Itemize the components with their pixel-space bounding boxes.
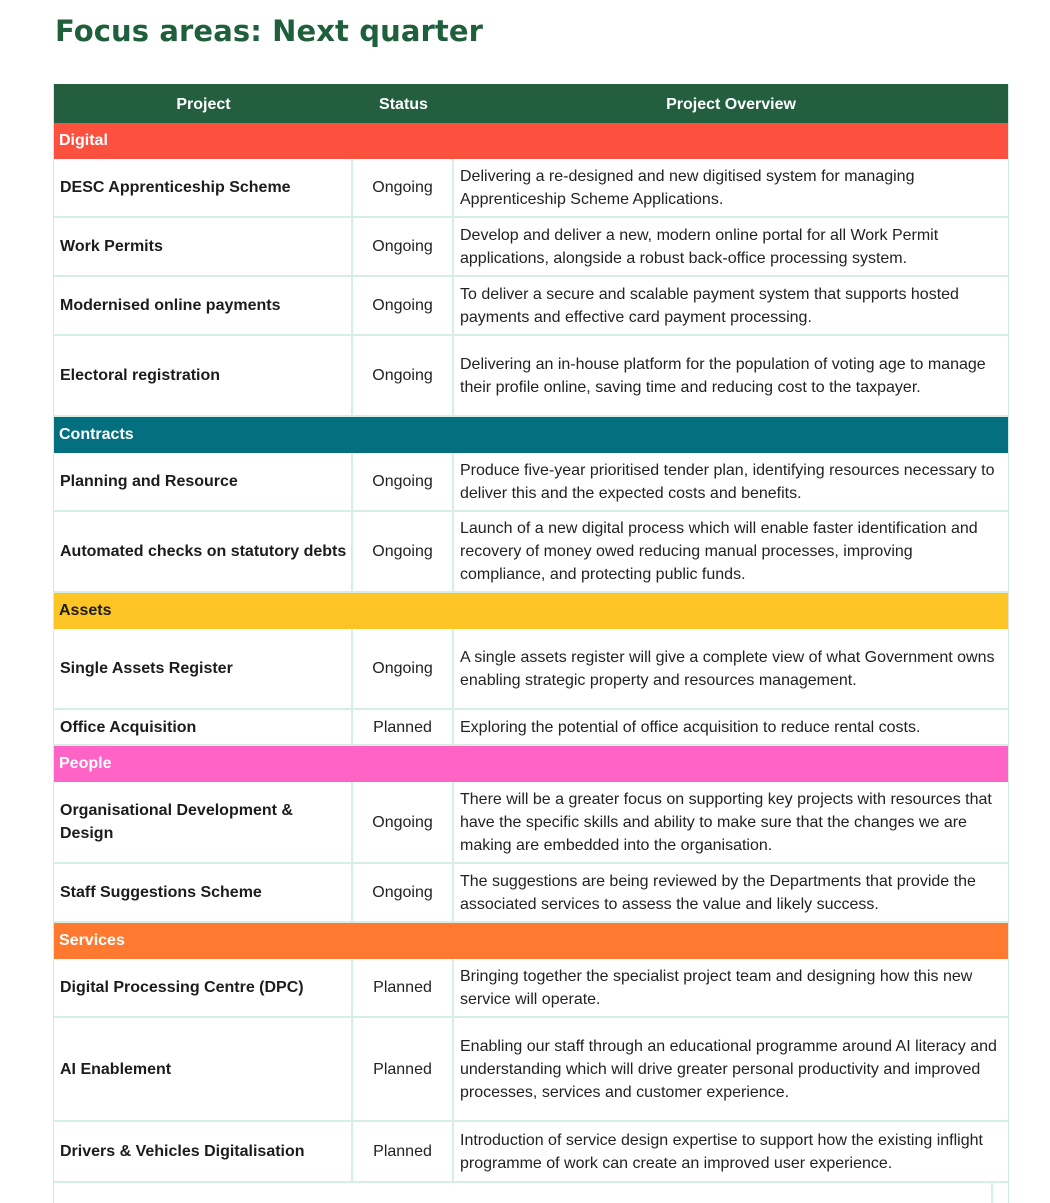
table-row [54,336,1008,417]
project-overview: Develop and deliver a new, modern online portal for all Work Permit applications, alongside a robust back-office processing system. [460,226,939,267]
table-row [54,218,1008,277]
project-overview: Delivering an in-house platform for the population of voting age to manage their profile online, saving time and reducing cost to the taxpayer. [460,355,986,396]
project-overview: The suggestions are being reviewed by the Departments that provide the associated services to assess the value and likely success. [460,872,976,913]
project-overview: A single assets register will give a complete view of what Government owns enabling strategic property and resources management. [460,648,995,689]
project-status: Ongoing [353,512,454,591]
header-overview: Project Overview [666,95,796,113]
header-project: Project [176,95,231,113]
project-overview: Introduction of service design expertise to support how the existing inflight programme of work can create an improved user experience. [460,1131,983,1172]
project-status: Ongoing [353,782,454,862]
project-status: Ongoing [353,629,454,708]
empty-cell [454,1183,993,1203]
category-digital: Digital [54,123,1008,159]
project-status: Planned [353,1018,454,1120]
table-row [54,159,1008,218]
project-name: Single Assets Register [54,629,353,708]
project-name: Planning and Resource [54,453,353,510]
project-name: Digital Processing Centre (DPC) [54,959,353,1016]
project-name: Staff Suggestions Scheme [54,864,353,921]
project-overview: To deliver a secure and scalable payment system that supports hosted payments and effective card payment processing. [460,285,959,326]
project-overview: Enabling our staff through an educational programme around AI literacy and understanding which will drive greater personal productivity and improved processes, services and customer experience. [460,1037,997,1101]
table-row [54,864,1008,923]
table-row [54,512,1008,593]
project-name: Office Acquisition [54,710,353,744]
project-name: DESC Apprenticeship Scheme [54,159,353,216]
page-title: Focus areas: Next quarter [55,14,484,48]
table-row [54,710,1008,746]
project-overview: Produce five-year prioritised tender plan, identifying resources necessary to deliver this and the expected costs and benefits. [460,461,995,502]
project-overview: Delivering a re-designed and new digitised system for managing Apprenticeship Scheme Applications. [460,167,915,208]
project-name: Modernised online payments [54,277,353,334]
project-status: Planned [353,959,454,1016]
table-row [54,629,1008,710]
project-status: Planned [353,1122,454,1181]
project-overview: There will be a greater focus on supporting key projects with resources that have the specific skills and ability to make sure that the changes we are making are embedded into the organisation. [460,790,992,854]
project-status: Ongoing [353,864,454,921]
project-status: Ongoing [353,218,454,275]
project-name: Drivers & Vehicles Digitalisation [54,1122,353,1181]
project-name: AI Enablement [54,1018,353,1120]
table-row [54,277,1008,336]
table-row [54,1018,1008,1122]
category-services: Services [54,923,1008,959]
category-assets: Assets [54,593,1008,629]
project-status: Ongoing [353,453,454,510]
table-row [54,453,1008,512]
project-name: Organisational Development & Design [54,782,353,862]
project-overview: Exploring the potential of office acquisition to reduce rental costs. [460,718,921,736]
empty-cell [353,1183,454,1203]
project-status: Ongoing [353,336,454,415]
project-name: Electoral registration [54,336,353,415]
project-status: Ongoing [353,277,454,334]
category-contracts: Contracts [54,417,1008,453]
project-status: Ongoing [353,159,454,216]
project-overview: Bringing together the specialist project team and designing how this new service will operate. [460,967,973,1008]
table-row [54,1122,1008,1181]
focus-areas-table [53,84,1009,1203]
project-name: Automated checks on statutory debts [54,512,353,591]
header-status: Status [379,95,428,113]
table-row [54,782,1008,864]
empty-cell [54,1183,353,1203]
table-header-row [54,84,1008,123]
project-overview: Launch of a new digital process which will enable faster identification and recovery of money owed reducing manual processes, improving compliance, and protecting public funds. [460,520,978,583]
table-row [54,959,1008,1018]
project-status: Planned [353,710,454,744]
project-name: Work Permits [54,218,353,275]
category-people: People [54,746,1008,782]
